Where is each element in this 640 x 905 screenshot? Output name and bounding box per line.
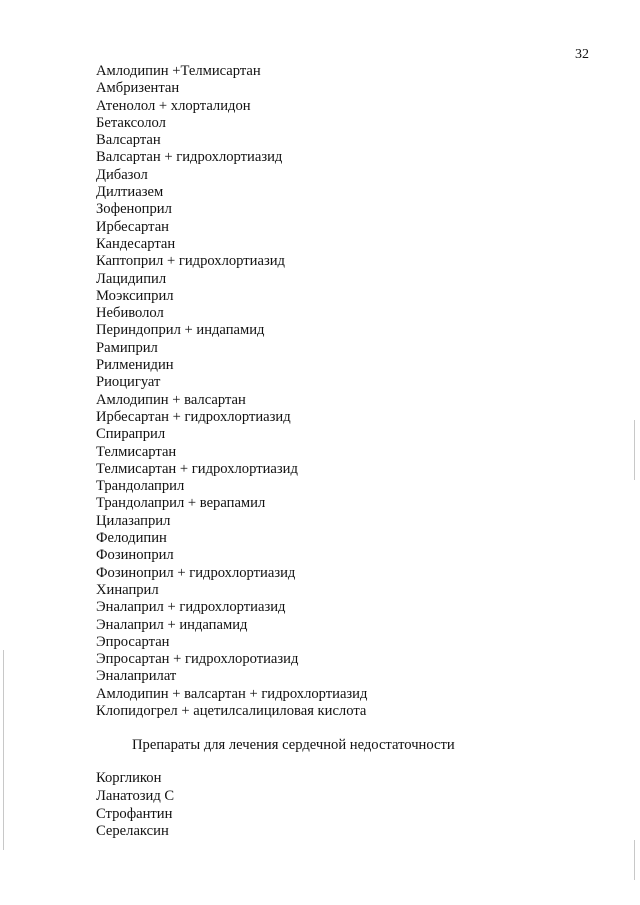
heart-failure-drug-item: Ланатозид С — [96, 787, 175, 804]
drug-list-item: Клопидогрел + ацетилсалициловая кислота — [96, 702, 367, 719]
drug-list-item: Эналаприл + индапамид — [96, 616, 248, 633]
drug-list-item: Эналаприл + гидрохлортиазид — [96, 599, 286, 616]
scan-edge-mark-right — [634, 420, 635, 480]
drug-list-item: Амлодипин + валсартан + гидрохлортиазид — [96, 685, 368, 702]
drug-list-item: Телмисартан — [96, 443, 177, 460]
drug-list-item: Фозиноприл + гидрохлортиазид — [96, 564, 296, 581]
drug-list-item: Моэксиприл — [96, 287, 174, 304]
drug-list-item: Амлодипин +Телмисартан — [96, 63, 261, 79]
drug-list-item: Зофеноприл — [96, 201, 172, 218]
scan-edge-mark-left — [3, 650, 4, 850]
drug-list-item: Эналаприлат — [96, 668, 177, 685]
drug-list-item: Спираприл — [96, 426, 166, 443]
drug-list-item: Каптоприл + гидрохлортиазид — [96, 253, 285, 270]
drug-list-item: Амбризентан — [96, 80, 180, 97]
section-heading: Препараты для лечения сердечной недостаточности — [132, 737, 455, 753]
drug-list-item: Амлодипин + валсартан — [96, 391, 246, 408]
drug-list-item: Бетаксолол — [96, 114, 166, 131]
drug-list-item: Телмисартан + гидрохлортиазид — [96, 460, 298, 477]
drug-list-item: Дилтиазем — [96, 184, 164, 201]
drug-list-item: Атенолол + хлорталидон — [96, 97, 251, 114]
drug-list — [96, 63, 367, 720]
drug-list-item: Ирбесартан — [96, 218, 169, 235]
drug-list-item: Эпросартан + гидрохлоротиазид — [96, 651, 299, 668]
drug-list-item: Валсартан + гидрохлортиазид — [96, 149, 283, 166]
heart-failure-drug-list — [96, 770, 174, 841]
drug-list-item: Валсартан — [96, 132, 161, 149]
drug-list-item: Цилазаприл — [96, 512, 171, 529]
drug-list-item: Риоцигуат — [96, 374, 161, 391]
drug-list-item: Эпросартан — [96, 633, 170, 650]
drug-list-item: Ирбесартан + гидрохлортиазид — [96, 408, 291, 425]
drug-list-item: Периндоприл + индапамид — [96, 322, 265, 339]
heart-failure-drug-item: Коргликон — [96, 770, 162, 786]
page-number: 32 — [575, 47, 589, 62]
drug-list-item: Лацидипил — [96, 270, 167, 287]
heart-failure-drug-item: Строфантин — [96, 805, 173, 822]
drug-list-item: Небиволол — [96, 305, 164, 322]
drug-list-item: Трандолаприл + верапамил — [96, 495, 266, 512]
scan-edge-mark-right-lower — [634, 840, 635, 880]
drug-list-item: Трандолаприл — [96, 478, 185, 495]
drug-list-item: Фозиноприл — [96, 547, 174, 564]
drug-list-item: Кандесартан — [96, 235, 176, 252]
heart-failure-drug-item: Серелаксин — [96, 823, 169, 840]
drug-list-item: Рамиприл — [96, 339, 158, 356]
drug-list-item: Хинаприл — [96, 581, 159, 598]
drug-list-item: Дибазол — [96, 166, 148, 183]
drug-list-item: Рилменидин — [96, 357, 174, 374]
drug-list-item: Фелодипин — [96, 530, 167, 547]
